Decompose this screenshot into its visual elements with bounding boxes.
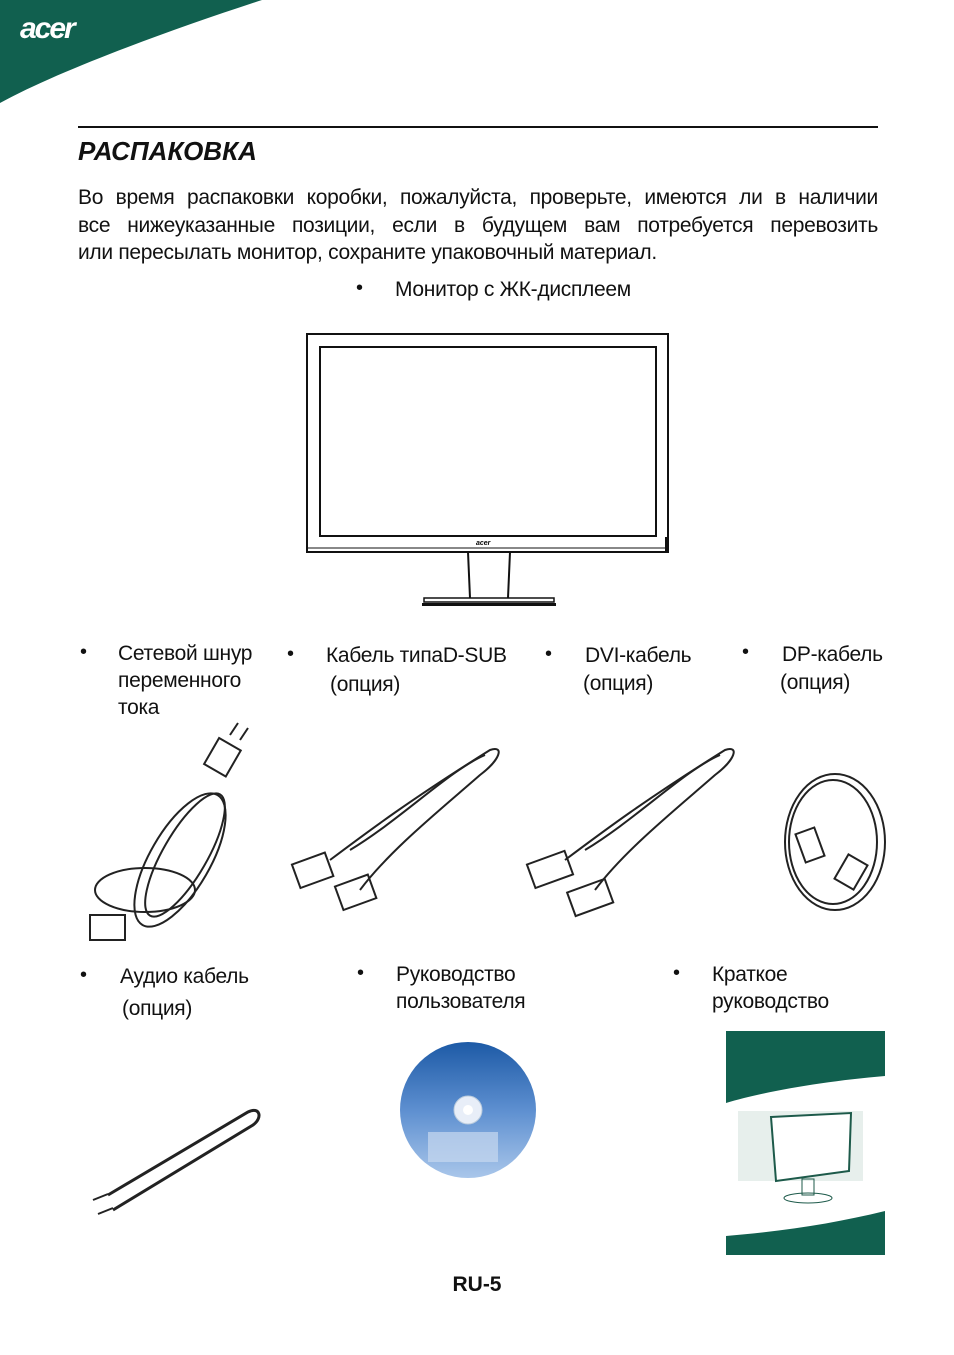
dp-line-1: DP-кабель (782, 643, 883, 666)
power-cord-line-1: Сетевой шнур (118, 642, 253, 665)
dp-cable-image (775, 770, 895, 915)
power-cord-image (85, 720, 255, 945)
cd-image (398, 1040, 540, 1180)
section-title: РАСПАКОВКА (78, 136, 257, 166)
quick-line-1: Краткое (712, 963, 788, 986)
dp-line-2: (опция) (780, 671, 851, 694)
intro-line-3: или пересылать монитор, сохраните упаковочный материал. (78, 241, 657, 264)
audio-line-2: (опция) (122, 997, 193, 1020)
quick-line-2: руководство (712, 990, 829, 1013)
manual-line-1: Руководство (396, 963, 516, 986)
dsub-line-2: (опция) (330, 673, 401, 696)
power-cord-line-2: переменного (118, 669, 241, 692)
intro-line-1: Во время распаковки коробки, пожалуйста, проверьте, имеются ли в наличии (78, 186, 878, 209)
header-banner (0, 0, 270, 105)
dvi-line-2: (опция) (583, 672, 654, 695)
bullet: • (356, 277, 364, 299)
acer-logo: acer (20, 12, 74, 45)
quick-guide-image (726, 1031, 885, 1255)
monitor-image (300, 330, 680, 610)
power-cord-line-3: тока (118, 696, 160, 719)
intro-line-2: все нижеуказанные позиции, если в будущем вам потребуется перевозить (78, 214, 878, 237)
manual-line-2: пользователя (396, 990, 526, 1013)
svg-text:acer: acer (476, 540, 491, 547)
bullet: • (357, 962, 365, 984)
page-number: RU-5 (452, 1273, 502, 1296)
item-monitor-label: Монитор с ЖК-дисплеем (395, 278, 631, 301)
dsub-line-1: Кабель типаD-SUB (326, 644, 507, 667)
dsub-cable-image (290, 740, 510, 920)
bullet: • (80, 964, 88, 986)
bullet: • (80, 641, 88, 663)
bullet: • (742, 641, 750, 663)
dvi-line-1: DVI-кабель (585, 644, 692, 667)
audio-line-1: Аудио кабель (120, 965, 249, 988)
title-rule (78, 126, 878, 128)
bullet: • (545, 643, 553, 665)
dvi-cable-image (525, 740, 745, 920)
bullet: • (287, 643, 295, 665)
bullet: • (673, 962, 681, 984)
audio-cable-image (88, 1100, 268, 1220)
